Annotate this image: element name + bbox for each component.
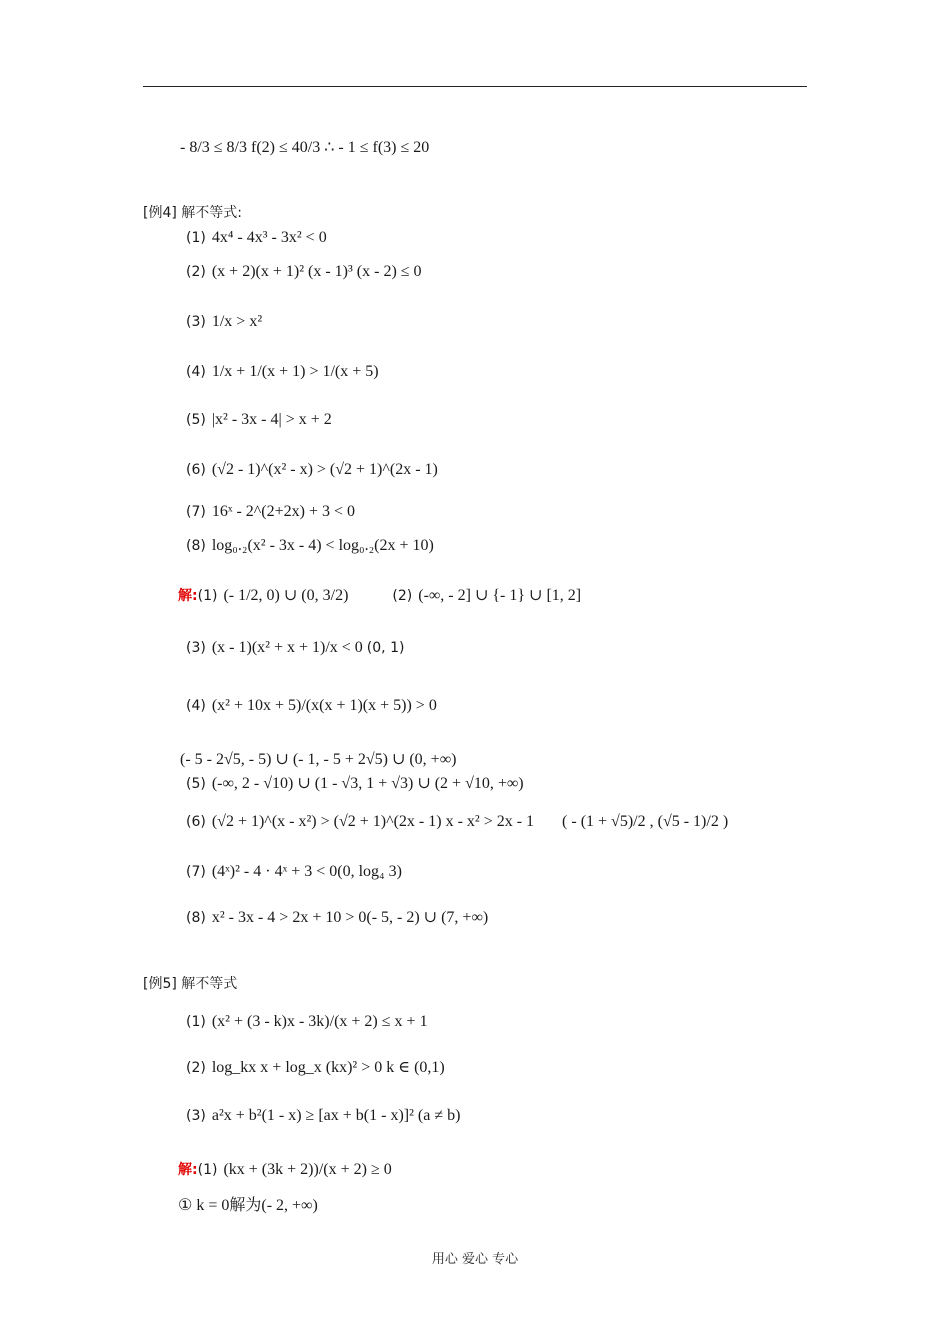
item-label: (6) — [186, 814, 206, 830]
header-inequality: - 8/3 ≤ 8/3 f(2) ≤ 40/3 ∴ - 1 ≤ f(3) ≤ 20 — [180, 139, 430, 156]
item-label: (8) — [186, 910, 206, 926]
item-label: (1) — [197, 1162, 218, 1178]
ex4-item-1 — [186, 228, 327, 248]
solution-6: (√2 + 1)^(x - x²) > (√2 + 1)^(2x - 1) x - x² > 2x - 1 — [211, 813, 535, 830]
ex5-item-1 — [186, 1012, 428, 1032]
item-label: (1) — [197, 588, 218, 604]
solution-4-line-4 — [186, 696, 437, 716]
solution-5-case-1 — [178, 1196, 318, 1216]
item-label: (3) — [186, 640, 206, 656]
item-label: (4) — [186, 698, 206, 714]
solution-6-answer: ( - (1 + √5)/2 , (√5 - 1)/2 ) — [562, 813, 729, 830]
item-expr: (x + 2)(x + 1)² (x - 1)³ (x - 2) ≤ 0 — [211, 263, 422, 280]
header-rule — [143, 86, 807, 87]
item-label: (2) — [186, 1060, 206, 1076]
solution-5-line-1 — [178, 1160, 392, 1180]
solution-head: 解: — [178, 1162, 198, 1178]
item-expr: log_kx x + log_x (kx)² > 0 k ∈ (0,1) — [211, 1059, 445, 1076]
ex4-item-3 — [186, 312, 262, 332]
item-expr: log₀.₂(x² - 3x - 4) < log₀.₂(2x + 10) — [211, 537, 434, 554]
ex4-item-6 — [186, 460, 438, 480]
solution-8: x² - 3x - 4 > 2x + 10 > 0(- 5, - 2) ∪ (7, +∞) — [211, 909, 489, 926]
ex4-item-7 — [186, 502, 355, 522]
item-label: (3) — [186, 314, 206, 330]
ex4-item-4 — [186, 362, 379, 382]
solution-3: (x - 1)(x² + x + 1)/x < 0 — [211, 639, 363, 656]
solution-5: (-∞, 2 - √10) ∪ (1 - √3, 1 + √3) ∪ (2 + √10, +∞) — [211, 775, 524, 792]
item-label: (6) — [186, 462, 206, 478]
solution-2: (-∞, - 2] ∪ {- 1} ∪ [1, 2] — [418, 587, 582, 604]
solution-head: 解: — [178, 588, 198, 604]
item-label: (4) — [186, 364, 206, 380]
solution-4-line-7 — [186, 862, 402, 882]
item-label: (8) — [186, 538, 206, 554]
solution-1: (- 1/2, 0) ∪ (0, 3/2) — [223, 587, 349, 604]
example-5-title: [例5] 解不等式 — [143, 976, 238, 992]
item-label: (7) — [186, 504, 206, 520]
item-expr: a²x + b²(1 - x) ≥ [ax + b(1 - x)]² (a ≠ b) — [211, 1107, 461, 1124]
item-label: (2) — [392, 588, 413, 604]
ex5-item-2 — [186, 1058, 445, 1078]
item-expr: 4x⁴ - 4x³ - 3x² < 0 — [211, 229, 327, 246]
page-footer: 用心 爱心 专心 — [431, 1252, 519, 1267]
case-1-text: ① k = 0解为(- 2, +∞) — [178, 1197, 318, 1214]
ex5-item-3 — [186, 1106, 460, 1126]
ex4-item-2 — [186, 262, 422, 282]
solution-4-line-5 — [186, 774, 524, 794]
item-label: (5) — [186, 412, 206, 428]
solution-4-line-8 — [186, 908, 488, 928]
item-label: (5) — [186, 776, 206, 792]
ex4-item-5 — [186, 410, 332, 430]
item-label: (1) — [186, 1014, 206, 1030]
solution-4: (x² + 10x + 5)/(x(x + 1)(x + 5)) > 0 — [211, 697, 437, 714]
solution-4-line-1 — [178, 586, 581, 606]
example-4-title: [例4] 解不等式: — [143, 205, 242, 221]
ex4-item-8 — [186, 536, 434, 556]
solution-4-line-6 — [186, 812, 728, 832]
solution-4-answer: (- 5 - 2√5, - 5) ∪ (- 1, - 5 + 2√5) ∪ (0, +∞) — [180, 751, 457, 768]
item-expr: |x² - 3x - 4| > x + 2 — [211, 411, 332, 428]
item-label: (2) — [186, 264, 206, 280]
solution-3-answer: (0, 1) — [366, 640, 405, 656]
item-label: (3) — [186, 1108, 206, 1124]
solution-7: (4ˣ)² - 4 · 4ˣ + 3 < 0(0, log₄ 3) — [211, 863, 402, 880]
item-expr: 16ˣ - 2^(2+2x) + 3 < 0 — [211, 503, 356, 520]
solution-1: (kx + (3k + 2))/(x + 2) ≥ 0 — [223, 1161, 392, 1178]
item-label: (7) — [186, 864, 206, 880]
solution-4-line-3 — [186, 638, 404, 658]
item-expr: (x² + (3 - k)x - 3k)/(x + 2) ≤ x + 1 — [211, 1013, 428, 1030]
item-label: (1) — [186, 230, 206, 246]
item-expr: (√2 - 1)^(x² - x) > (√2 + 1)^(2x - 1) — [211, 461, 438, 478]
item-expr: 1/x + 1/(x + 1) > 1/(x + 5) — [211, 363, 379, 380]
item-expr: 1/x > x² — [211, 313, 263, 330]
